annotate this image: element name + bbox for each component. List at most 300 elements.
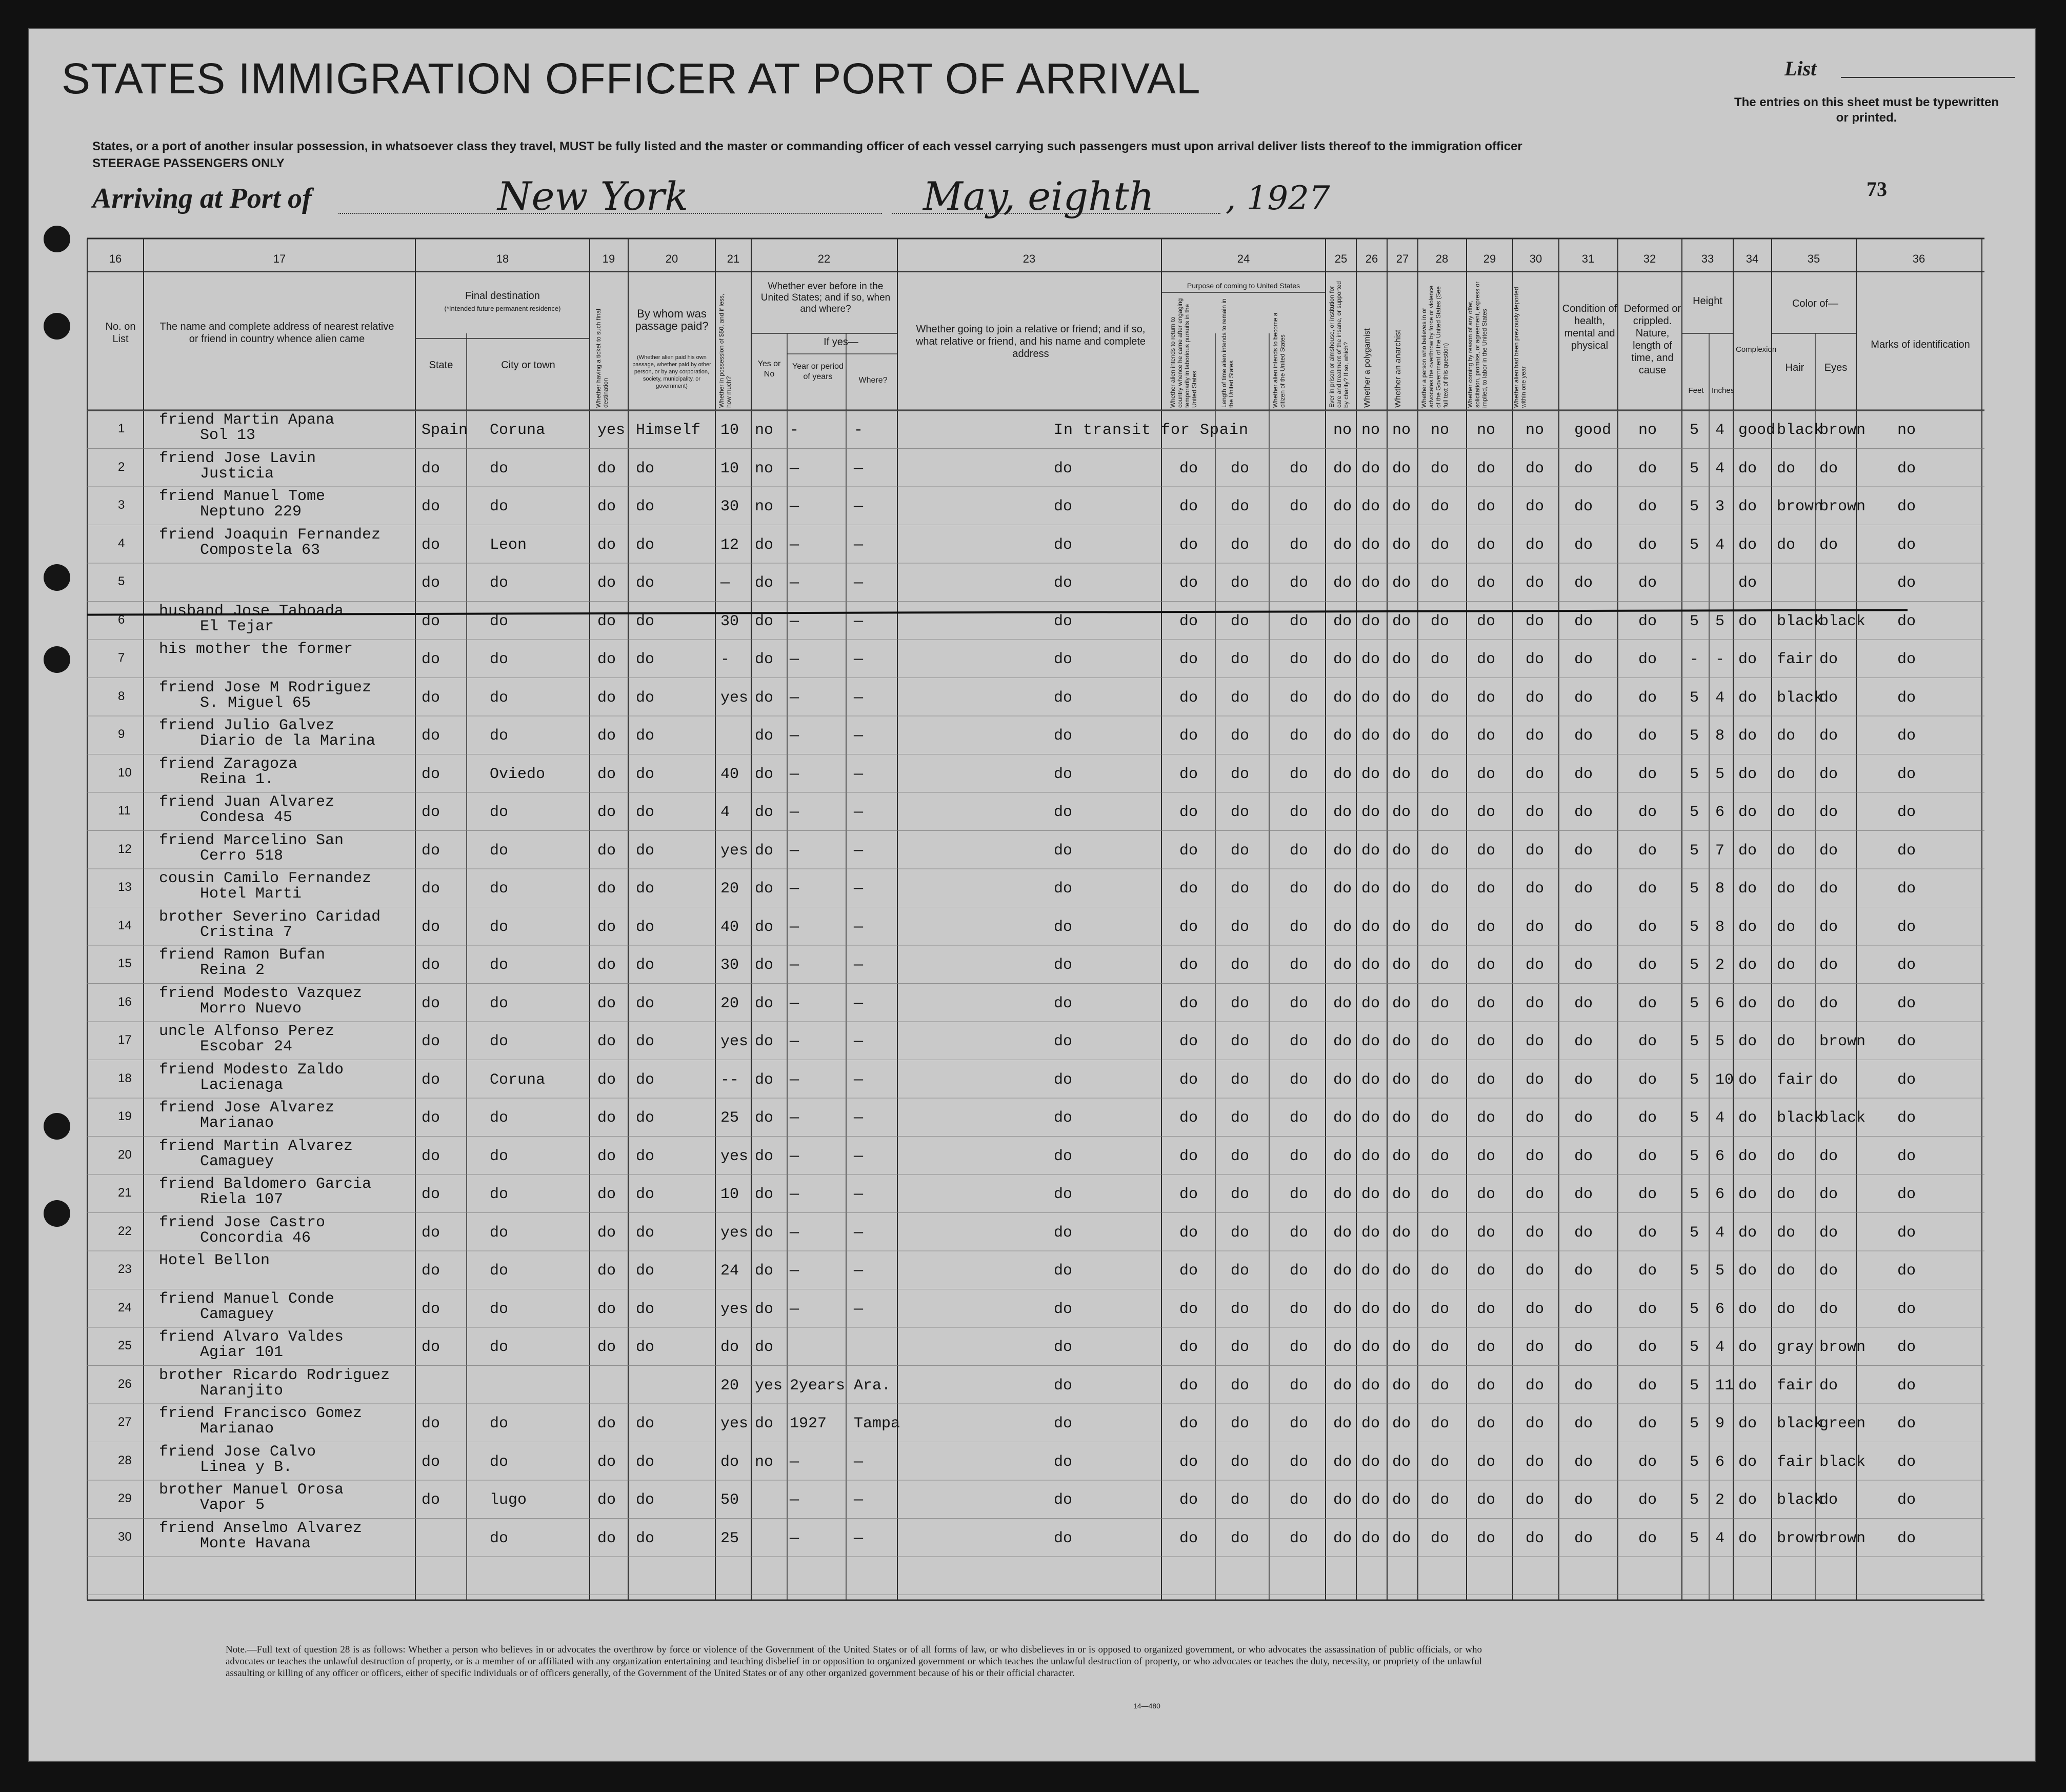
cell-hair: black (1777, 612, 1823, 630)
cell-in: 8 (1715, 918, 1725, 936)
cell-where: — (854, 1529, 864, 1547)
cell-in: 6 (1715, 1453, 1725, 1471)
cell-c26: do (1361, 765, 1380, 783)
cell-paid: do (636, 1186, 655, 1203)
cell-eyes: black (1819, 612, 1866, 630)
cell-c28: do (1431, 1339, 1450, 1356)
cell-c29: do (1477, 1033, 1496, 1050)
cell-before: no (755, 460, 774, 477)
cell-c28: do (1431, 1071, 1450, 1089)
cell-c29: do (1477, 957, 1496, 974)
cell-state: do (422, 574, 440, 592)
cell-health: do (1574, 689, 1593, 707)
header-purpose-length: Length of time alien intends to remain in the United States (1220, 298, 1235, 408)
header-deformed: Deformed or crippled. Nature, length of time, and cause (1623, 303, 1681, 376)
cell-before: no (755, 1453, 774, 1471)
cell-c24a: do (1179, 1071, 1198, 1089)
cell-money: yes (720, 689, 749, 707)
cell-ft: 5 (1690, 498, 1699, 515)
cell-c24b: do (1231, 1071, 1250, 1089)
cell-n: 20 (118, 1147, 132, 1162)
cell-c29: no (1477, 422, 1496, 439)
cell-c24c: do (1290, 1109, 1309, 1127)
cell-paid: Himself (636, 422, 701, 439)
cell-ft: 5 (1690, 422, 1699, 439)
cell-eyes: black (1819, 1453, 1866, 1471)
cell-rel2: S. Miguel 65 (200, 694, 311, 712)
cell-in: 7 (1715, 842, 1725, 860)
cell-c27: do (1392, 1529, 1411, 1547)
table-row (0, 449, 2008, 486)
cell-c24b: do (1231, 842, 1250, 860)
cell-eyes: brown (1819, 1339, 1866, 1356)
cell-paid: do (636, 727, 655, 745)
cell-ticket: do (597, 1071, 616, 1089)
cell-ft: 5 (1690, 918, 1699, 936)
cell-c24b: do (1231, 1147, 1250, 1165)
cell-ft: 5 (1690, 765, 1699, 783)
cell-ticket: do (597, 460, 616, 477)
cell-health: good (1574, 422, 1612, 439)
cell-c24b: do (1231, 1529, 1250, 1547)
cell-period: — (790, 957, 799, 974)
header-eyes: Eyes (1824, 362, 1848, 373)
cell-c27: do (1392, 1453, 1411, 1471)
cell-c27: do (1392, 727, 1411, 745)
cell-ft: 5 (1690, 1147, 1699, 1165)
table-row (0, 602, 2008, 639)
cell-ticket: do (597, 498, 616, 515)
cell-comp: do (1738, 1109, 1757, 1127)
cell-eyes: black (1819, 1109, 1866, 1127)
cell-c29: do (1477, 1453, 1496, 1471)
cell-c28: do (1431, 994, 1450, 1012)
cell-period: — (790, 651, 799, 668)
cell-before: do (755, 1415, 774, 1432)
header-purpose: Purpose of coming to United States (1187, 282, 1300, 290)
cell-c26: do (1361, 1071, 1380, 1089)
header-yes-no: Yes or No (757, 360, 781, 379)
cell-c27: do (1392, 1377, 1411, 1395)
cell-in: 5 (1715, 612, 1725, 630)
cell-c24c: do (1290, 957, 1309, 974)
cell-in: 8 (1715, 880, 1725, 898)
cell-n: 26 (118, 1377, 132, 1391)
cell-c30: do (1526, 880, 1545, 898)
cell-c30: do (1526, 1033, 1545, 1050)
cell-eyes: do (1819, 1071, 1838, 1089)
cell-c24a: do (1179, 765, 1198, 783)
cell-money: yes (720, 1033, 749, 1050)
table-row (0, 716, 2008, 753)
cell-where: — (854, 1224, 864, 1242)
cell-c29: do (1477, 1186, 1496, 1203)
cell-c25: do (1333, 689, 1352, 707)
cell-rel2: Concordia 46 (200, 1229, 311, 1247)
cell-in: 9 (1715, 1415, 1725, 1432)
cell-join: do (1054, 842, 1073, 860)
cell-where: Ara. (854, 1377, 891, 1395)
cell-city: do (490, 460, 509, 477)
cell-ticket: do (597, 1491, 616, 1509)
cell-c26: do (1361, 957, 1380, 974)
cell-period: — (790, 804, 799, 821)
cell-c28: do (1431, 727, 1450, 745)
cell-paid: do (636, 994, 655, 1012)
cell-c29: do (1477, 1071, 1496, 1089)
cell-c24b: do (1231, 460, 1250, 477)
cell-ticket: do (597, 804, 616, 821)
cell-period: — (790, 1033, 799, 1050)
cell-city: do (490, 727, 509, 745)
cell-state: do (422, 1300, 440, 1318)
cell-c24b: do (1231, 957, 1250, 974)
cell-join: In transit for Spain (1054, 422, 1249, 439)
cell-c24b: do (1231, 1377, 1250, 1395)
cell-health: do (1574, 460, 1593, 477)
cell-comp: do (1738, 957, 1757, 974)
cell-rel2: Marianao (200, 1420, 274, 1438)
cell-where: — (854, 536, 864, 554)
cell-c24b: do (1231, 804, 1250, 821)
cell-marks: do (1897, 1339, 1916, 1356)
subtitle-line-1: States, or a port of another insular possession, in whatsoever class they travel, MUST be fully listed and the master or commanding officer of each vessel carrying such passengers must upon arrival deliver lists thereof to the immigration officer (92, 140, 1522, 153)
cell-city: do (490, 1529, 509, 1547)
cell-health: do (1574, 880, 1593, 898)
cell-deformed: do (1638, 1109, 1657, 1127)
cell-c28: do (1431, 1224, 1450, 1242)
cell-c29: do (1477, 536, 1496, 554)
table-row (0, 1213, 2008, 1250)
cell-c30: do (1526, 727, 1545, 745)
cell-c26: do (1361, 460, 1380, 477)
cell-eyes: brown (1819, 1033, 1866, 1050)
cell-deformed: do (1638, 1224, 1657, 1242)
cell-c24c: do (1290, 612, 1309, 630)
cell-eyes: do (1819, 1491, 1838, 1509)
cell-rel1: friend Manuel Tome (159, 488, 326, 505)
cell-join: do (1054, 1415, 1073, 1432)
cell-c24c: do (1290, 1300, 1309, 1318)
cell-paid: do (636, 460, 655, 477)
cell-hair: fair (1777, 1377, 1814, 1395)
cell-state: do (422, 880, 440, 898)
column-number: 18 (496, 252, 509, 265)
cell-join: do (1054, 1224, 1073, 1242)
cell-c30: do (1526, 918, 1545, 936)
table-row (0, 869, 2008, 906)
column-number: 23 (1022, 252, 1036, 265)
cell-hair: black (1777, 689, 1823, 707)
cell-period: — (790, 536, 799, 554)
cell-c24b: do (1231, 689, 1250, 707)
cell-rel2: Morro Nuevo (200, 1000, 302, 1018)
cell-marks: do (1897, 1377, 1916, 1395)
cell-paid: do (636, 1262, 655, 1280)
cell-period: — (790, 1186, 799, 1203)
cell-rel2: Reina 2 (200, 962, 265, 979)
cell-c26: do (1361, 1186, 1380, 1203)
header-by-whom: By whom was passage paid? (635, 307, 709, 332)
page-title: STATES IMMIGRATION OFFICER AT PORT OF ARRIVAL (62, 54, 1201, 103)
cell-c30: do (1526, 994, 1545, 1012)
cell-comp: do (1738, 842, 1757, 860)
cell-n: 6 (118, 612, 125, 627)
cell-rel1: friend Zaragoza (159, 755, 298, 773)
cell-ticket: do (597, 1186, 616, 1203)
cell-paid: do (636, 574, 655, 592)
arriving-label: Arriving at Port of (92, 183, 312, 214)
cell-eyes: do (1819, 651, 1838, 668)
cell-comp: do (1738, 1377, 1757, 1395)
cell-n: 16 (118, 994, 132, 1009)
cell-n: 13 (118, 880, 132, 894)
cell-hair: do (1777, 1147, 1796, 1165)
column-number: 26 (1365, 252, 1378, 265)
cell-c27: do (1392, 460, 1411, 477)
cell-comp: do (1738, 498, 1757, 515)
cell-state: do (422, 804, 440, 821)
footer-note: Note.—Full text of question 28 is as follows: Whether a person who believes in or advocates the overthrow by force or violence of the Government of the United States or of all forms of law, or who disbelieves in or is opposed to organized government, or who advocates the assassination of public officials, or who advocates or teaches the unlawful destruction of property, or is a member of or affiliated with any organization entertaining and teaching disbelief in or opposition to organized government or which teaches the unlawful destruction of property, or who advocates or teaches the duty, necessity, or propriety of the unlawful assaulting or killing of any officer or officers, either of specific individuals or of officers generally, of the Government of the United States or of any other organized government because of his or their official character. (226, 1644, 1482, 1679)
table-row (0, 563, 2008, 600)
cell-comp: good (1738, 422, 1776, 439)
cell-c26: do (1361, 1033, 1380, 1050)
cell-eyes: do (1819, 536, 1838, 554)
cell-ft: 5 (1690, 1491, 1699, 1509)
cell-state: do (422, 1339, 440, 1356)
cell-rel1: brother Severino Caridad (159, 908, 381, 926)
cell-in: 10 (1715, 1071, 1734, 1089)
cell-c26: do (1361, 880, 1380, 898)
cell-c26: do (1361, 498, 1380, 515)
cell-in: 6 (1715, 994, 1725, 1012)
cell-c24b: do (1231, 918, 1250, 936)
header-health: Condition of health, mental and physical (1562, 303, 1617, 351)
cell-marks: do (1897, 498, 1916, 515)
header-money: Whether in possession of $50, and if less, how much? (718, 293, 732, 408)
cell-c24a: do (1179, 994, 1198, 1012)
cell-marks: do (1897, 727, 1916, 745)
cell-join: do (1054, 1491, 1073, 1509)
cell-deformed: do (1638, 1186, 1657, 1203)
cell-comp: do (1738, 994, 1757, 1012)
cell-rel1: Hotel Bellon (159, 1252, 270, 1269)
cell-health: do (1574, 1529, 1593, 1547)
cell-c29: do (1477, 727, 1496, 745)
cell-c24c: do (1290, 994, 1309, 1012)
cell-c24c: do (1290, 574, 1309, 592)
cell-state: Spain (422, 422, 468, 439)
header-if-yes: If yes— (824, 336, 858, 348)
cell-deformed: do (1638, 957, 1657, 974)
cell-before: do (755, 765, 774, 783)
cell-c24a: do (1179, 689, 1198, 707)
cell-c24c: do (1290, 1415, 1309, 1432)
cell-in: 3 (1715, 498, 1725, 515)
cell-hair: do (1777, 918, 1796, 936)
cell-city: do (490, 1262, 509, 1280)
cell-rel1: friend Manuel Conde (159, 1290, 335, 1308)
cell-period: — (790, 689, 799, 707)
column-number: 36 (1912, 252, 1925, 265)
cell-deformed: do (1638, 1033, 1657, 1050)
cell-join: do (1054, 918, 1073, 936)
cell-c30: do (1526, 1147, 1545, 1165)
cell-rel1: brother Manuel Orosa (159, 1481, 344, 1499)
cell-n: 19 (118, 1109, 132, 1123)
cell-c26: do (1361, 842, 1380, 860)
header-feet: Feet (1688, 386, 1704, 395)
cell-city: do (490, 994, 509, 1012)
cell-period: — (790, 1453, 799, 1471)
cell-period: — (790, 498, 799, 515)
cell-c25: do (1333, 1186, 1352, 1203)
header-state: State (429, 360, 453, 371)
table-row (0, 754, 2008, 791)
header-final-destination-note: (*Intended future permanent residence) (444, 305, 561, 312)
cell-city: do (490, 612, 509, 630)
cell-city: do (490, 918, 509, 936)
cell-c27: do (1392, 994, 1411, 1012)
cell-c28: do (1431, 1453, 1450, 1471)
cell-c24a: do (1179, 1453, 1198, 1471)
cell-health: do (1574, 651, 1593, 668)
cell-hair: do (1777, 1033, 1796, 1050)
cell-n: 15 (118, 957, 132, 970)
cell-c24c: do (1290, 1339, 1309, 1356)
cell-where: — (854, 880, 864, 898)
cell-state: do (422, 536, 440, 554)
cell-in: 11 (1715, 1377, 1734, 1395)
cell-c30: do (1526, 1262, 1545, 1280)
cell-c25: do (1333, 765, 1352, 783)
cell-money: 30 (720, 612, 739, 630)
cell-c24c: do (1290, 880, 1309, 898)
cell-state: do (422, 1224, 440, 1242)
cell-c29: do (1477, 1377, 1496, 1395)
cell-where: — (854, 689, 864, 707)
cell-ticket: do (597, 765, 616, 783)
cell-c27: do (1392, 1071, 1411, 1089)
cell-c28: do (1431, 612, 1450, 630)
cell-health: do (1574, 1262, 1593, 1280)
cell-before: no (755, 498, 774, 515)
table-row (0, 1404, 2008, 1441)
cell-n: 30 (118, 1529, 132, 1544)
cell-state: do (422, 918, 440, 936)
table-row (0, 1098, 2008, 1135)
cell-city: do (490, 1339, 509, 1356)
cell-where: - (854, 422, 864, 439)
cell-eyes: do (1819, 1186, 1838, 1203)
cell-state: do (422, 460, 440, 477)
cell-c29: do (1477, 804, 1496, 821)
cell-c28: do (1431, 1109, 1450, 1127)
page-number: 73 (1867, 177, 1887, 201)
table-row (0, 410, 2008, 447)
cell-comp: do (1738, 1300, 1757, 1318)
cell-c27: do (1392, 918, 1411, 936)
cell-city: do (490, 1186, 509, 1203)
cell-ticket: do (597, 689, 616, 707)
cell-in: 5 (1715, 1262, 1725, 1280)
cell-n: 22 (118, 1224, 132, 1238)
cell-comp: do (1738, 1147, 1757, 1165)
cell-c30: do (1526, 1529, 1545, 1547)
cell-c29: do (1477, 1491, 1496, 1509)
cell-c24a: do (1179, 460, 1198, 477)
cell-period: — (790, 460, 799, 477)
cell-state: do (422, 842, 440, 860)
cell-c30: do (1526, 765, 1545, 783)
cell-state: do (422, 1262, 440, 1280)
cell-c24a: do (1179, 1300, 1198, 1318)
cell-city: do (490, 498, 509, 515)
column-number: 30 (1529, 252, 1542, 265)
cell-ticket: do (597, 957, 616, 974)
header-relative: The name and complete address of nearest relative or friend in country whence alien came (159, 321, 394, 345)
column-number: 28 (1435, 252, 1449, 265)
cell-deformed: do (1638, 1147, 1657, 1165)
cell-c27: do (1392, 1147, 1411, 1165)
cell-c24b: do (1231, 765, 1250, 783)
table-row (0, 678, 2008, 715)
cell-deformed: do (1638, 1071, 1657, 1089)
cell-c24b: do (1231, 498, 1250, 515)
cell-c27: do (1392, 1339, 1411, 1356)
cell-state: do (422, 1109, 440, 1127)
cell-c25: do (1333, 1262, 1352, 1280)
cell-deformed: no (1638, 422, 1657, 439)
cell-n: 25 (118, 1339, 132, 1352)
cell-c24b: do (1231, 574, 1250, 592)
cell-c24a: do (1179, 804, 1198, 821)
cell-city: do (490, 880, 509, 898)
cell-period: — (790, 1071, 799, 1089)
cell-hair: do (1777, 842, 1796, 860)
cell-eyes: do (1819, 727, 1838, 745)
cell-money: do (720, 1453, 739, 1471)
cell-join: do (1054, 1262, 1073, 1280)
cell-where: — (854, 574, 864, 592)
cell-join: do (1054, 1033, 1073, 1050)
cell-marks: do (1897, 1491, 1916, 1509)
table-row (0, 1137, 2008, 1173)
cell-rel1: friend Joaquin Fernandez (159, 526, 381, 544)
table-row (0, 1022, 2008, 1059)
cell-c30: do (1526, 460, 1545, 477)
cell-marks: do (1897, 1262, 1916, 1280)
cell-hair: do (1777, 1186, 1796, 1203)
cell-c30: do (1526, 1186, 1545, 1203)
cell-c29: do (1477, 1224, 1496, 1242)
column-number: 19 (602, 252, 615, 265)
cell-paid: do (636, 1491, 655, 1509)
cell-c24c: do (1290, 1071, 1309, 1089)
cell-money: 10 (720, 460, 739, 477)
cell-paid: do (636, 1339, 655, 1356)
cell-comp: do (1738, 1453, 1757, 1471)
cell-c24c: do (1290, 1491, 1309, 1509)
cell-rel2: Sol 13 (200, 427, 256, 444)
cell-c27: do (1392, 1109, 1411, 1127)
cell-deformed: do (1638, 651, 1657, 668)
cell-n: 3 (118, 498, 125, 512)
header-where: Where? (858, 376, 888, 385)
cell-c25: do (1333, 880, 1352, 898)
cell-hair: brown (1777, 1529, 1823, 1547)
cell-health: do (1574, 1415, 1593, 1432)
